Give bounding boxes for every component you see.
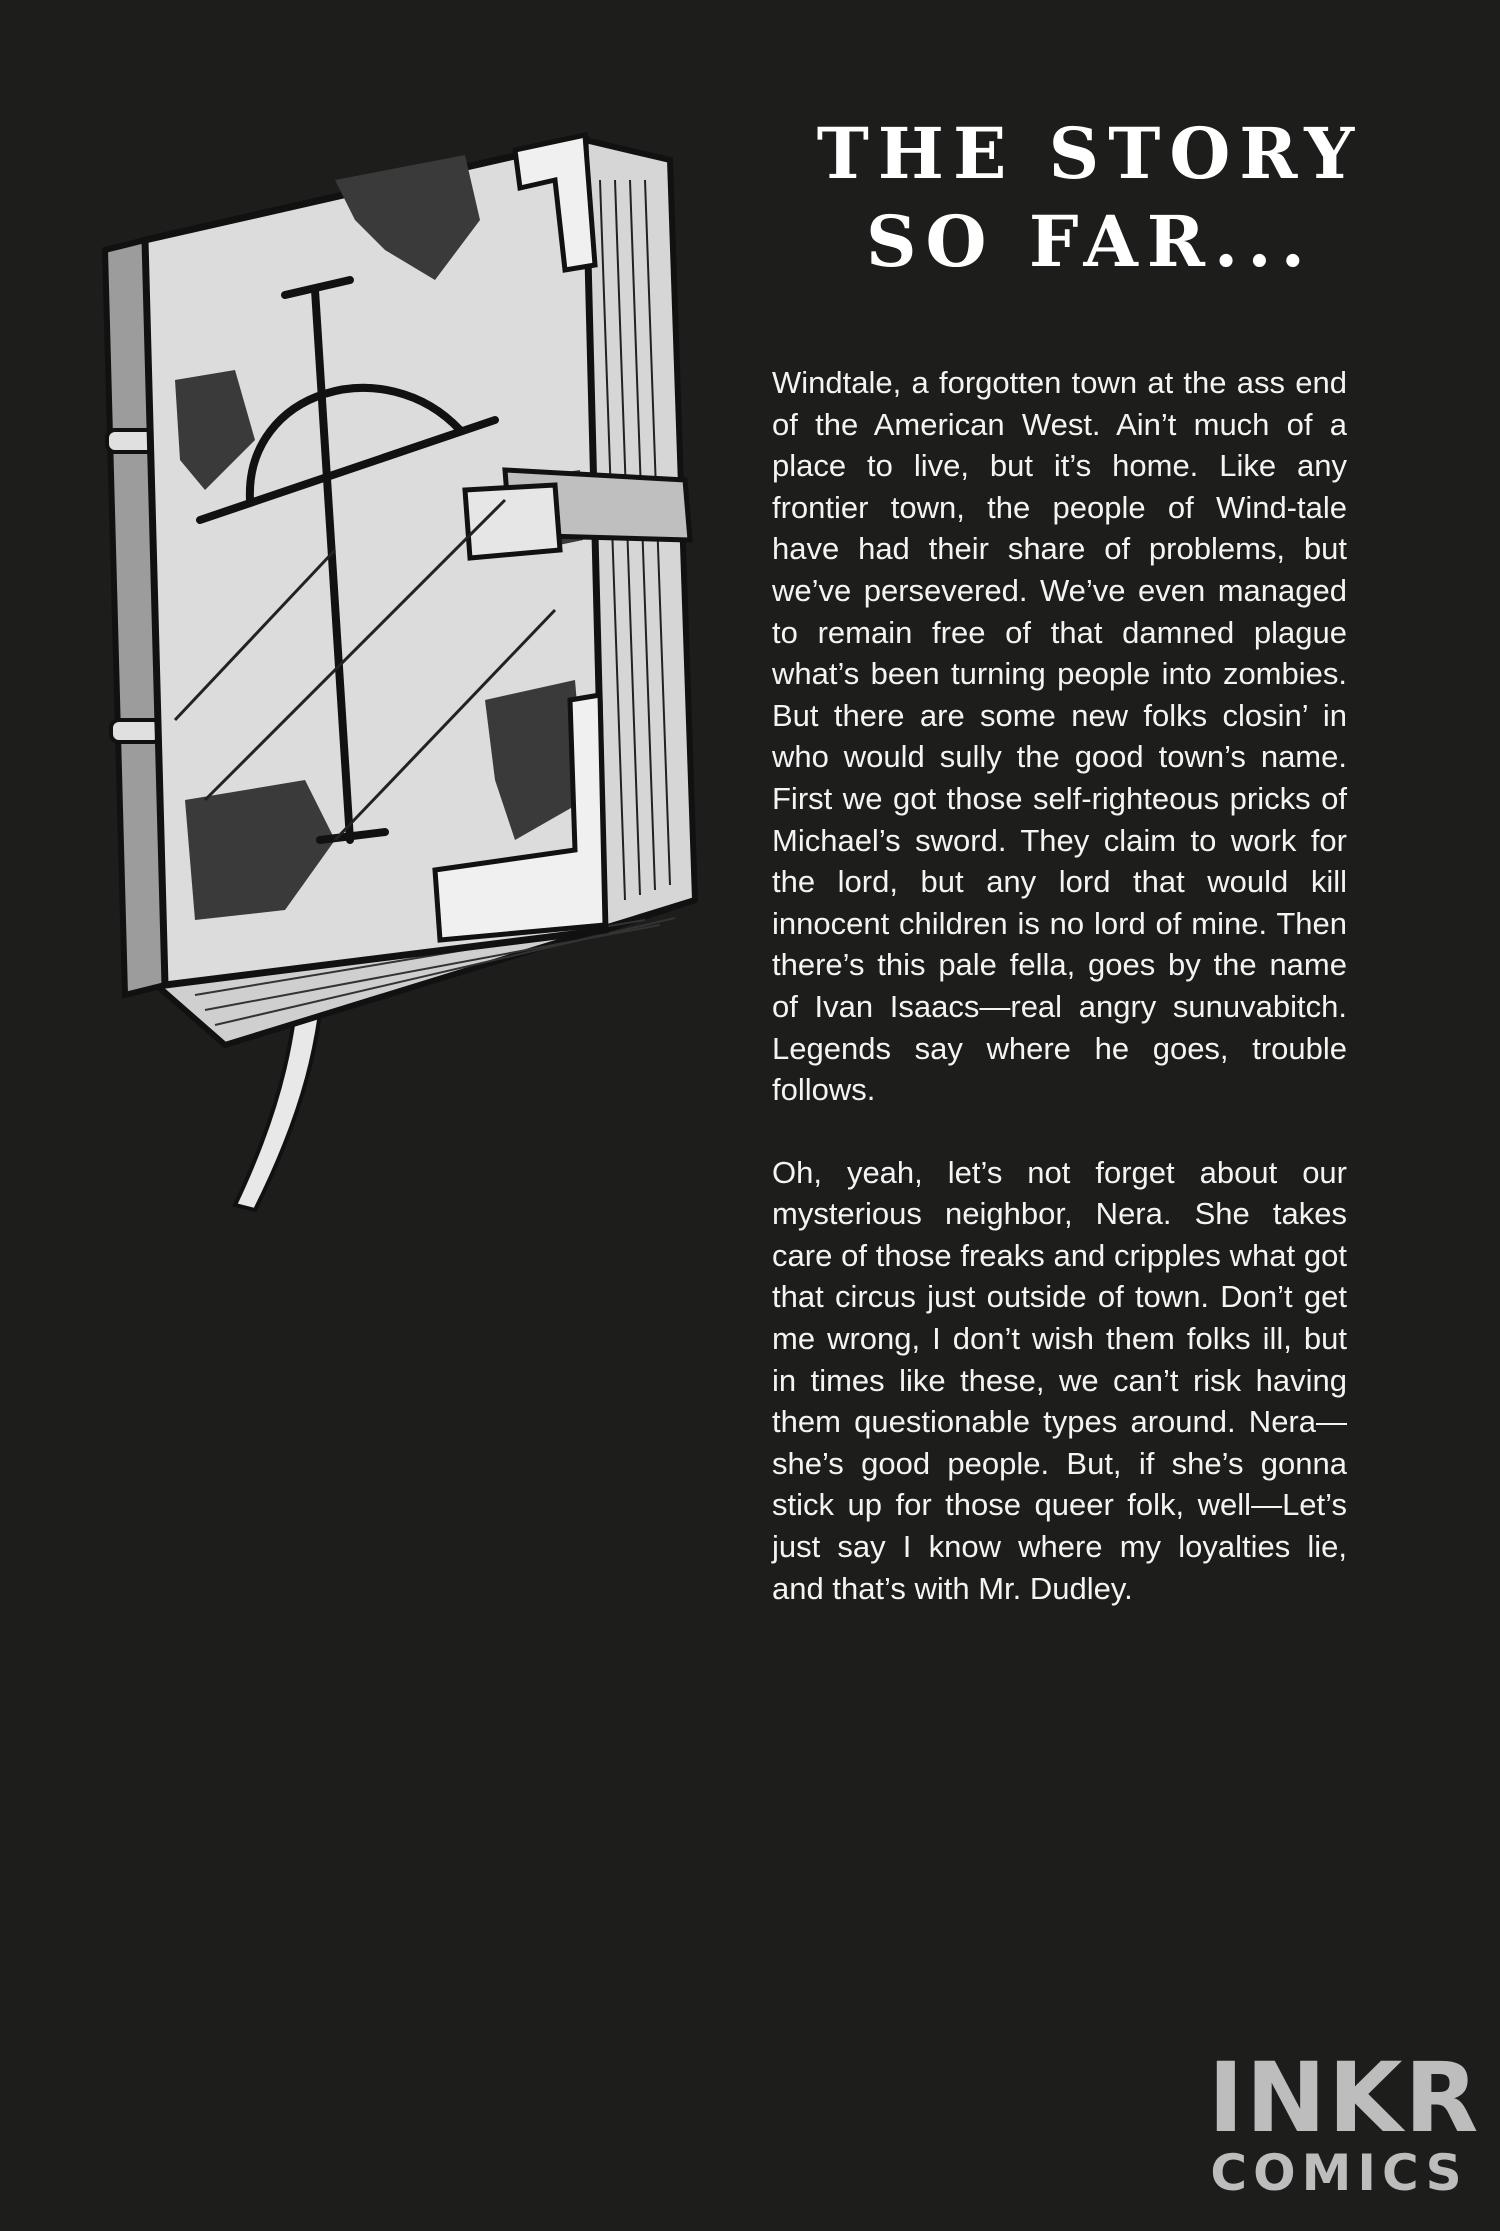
story-text	[772, 362, 1347, 1650]
book-illustration	[85, 80, 745, 1230]
story-paragraph-1: Windtale, a forgotten town at the ass end of the American West. Ain’t much of a place to live, but it’s home. Like any frontier town, the people of Wind-tale have had their share of problems, but we’ve persevered. We’ve even managed to remain free of that damned plague what’s been turning people into zombies. But there are some new folks closin’ in who would sully the good town’s name. First we got those self-righteous pricks of Michael’s sword. They claim to work for the lord, but any lord that would kill innocent children is no lord of mine. Then there’s this pale fella, goes by the name of Ivan Isaacs—real angry sunuvabitch. Legends say where he goes, trouble follows.	[772, 365, 1347, 1108]
title-line-1: THE STORY	[816, 112, 1364, 195]
logo-brand: INKR	[1208, 2042, 1481, 2154]
story-paragraph-2: Oh, yeah, let’s not forget about our mysterious neighbor, Nera. She takes care of those freaks and cripples what got that circus just outside of town. Don’t get me wrong, I don’t wish them folks ill, but in times like these, we can’t risk having them questionable types around. Nera—she’s good people. But, if she’s gonna stick up for those queer folk, well—Let’s just say I know where my loyalties lie, and that’s with Mr. Dudley.	[772, 1154, 1347, 1606]
logo-sub: COMICS	[1210, 2144, 1468, 2202]
title-line-2: SO FAR...	[865, 199, 1315, 283]
publisher-logo	[1208, 2042, 1481, 2202]
page-title	[770, 110, 1410, 285]
